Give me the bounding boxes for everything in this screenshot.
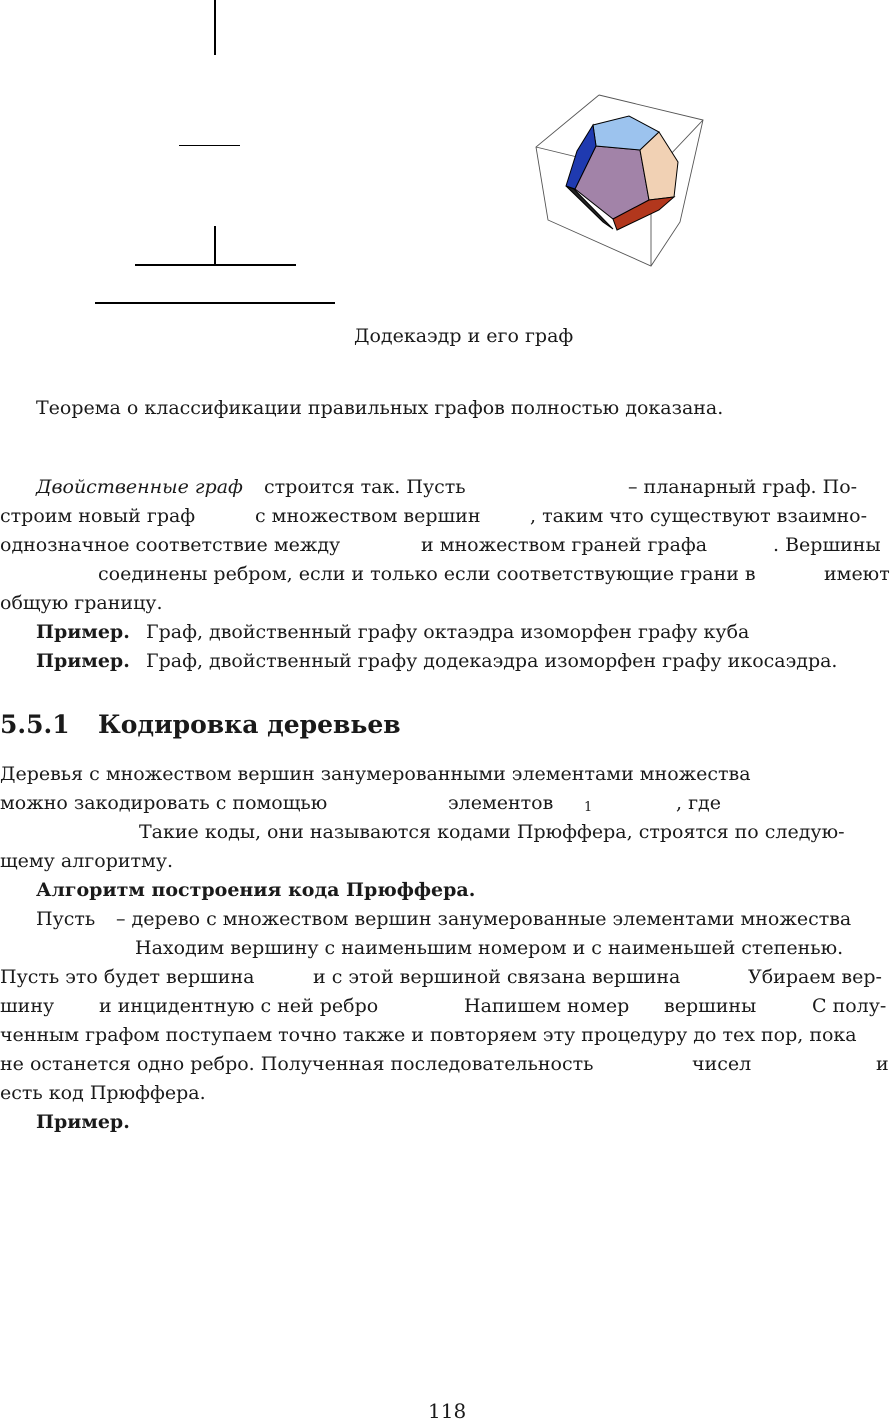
- graph-edge: [179, 145, 240, 146]
- text-fragment: Пусть это будет вершина: [0, 966, 255, 988]
- example-text: Граф, двойственный графу додекаэдра изоморфен графу икосаэдра.: [146, 650, 838, 672]
- text-fragment: 1: [584, 800, 593, 815]
- graph-edge: [214, 0, 216, 55]
- algorithm-title: Алгоритм построения кода Прюффера.: [36, 879, 476, 901]
- dual-graph-paragraph: [0, 470, 890, 673]
- text-fragment: , где: [676, 792, 721, 814]
- text-fragment: имеют: [824, 563, 890, 585]
- theorem-sentence: Теорема о классификации правильных графов полностью доказана.: [36, 397, 724, 419]
- dodecahedron-figure: [525, 88, 715, 273]
- text-fragment: и множеством граней графа: [421, 534, 708, 556]
- text-fragment: С полу-: [812, 995, 887, 1017]
- text-fragment: строится так. Пусть: [264, 476, 466, 498]
- text-fragment: Пусть: [36, 908, 96, 930]
- example-text: Граф, двойственный графу октаэдра изоморфен графу куба: [146, 621, 750, 643]
- term-dual-graph: Двойственные граф: [36, 476, 243, 498]
- graph-edge: [95, 302, 335, 304]
- text-fragment: Деревья с множеством вершин занумерованными элементами множества: [0, 763, 751, 785]
- text-fragment: и: [876, 1053, 889, 1075]
- text-fragment: Убираем вер-: [748, 966, 882, 988]
- example-label: Пример.: [36, 621, 130, 643]
- text-fragment: можно закодировать с помощью: [0, 792, 328, 814]
- section-title: Кодировка деревьев: [98, 710, 401, 739]
- text-fragment: . Вершины: [773, 534, 881, 556]
- text-fragment: есть код Прюффера.: [0, 1082, 206, 1104]
- text-fragment: Находим вершину с наименьшим номером и с наименьшей степенью.: [135, 937, 844, 959]
- text-fragment: элементов: [448, 792, 554, 814]
- graph-edge: [214, 226, 216, 266]
- text-fragment: вершины: [664, 995, 757, 1017]
- text-fragment: с множеством вершин: [255, 505, 481, 527]
- text-fragment: соединены ребром, если и только если соответствующие грани в: [98, 563, 756, 585]
- text-fragment: Напишем номер: [464, 995, 630, 1017]
- text-fragment: шину: [0, 995, 55, 1017]
- section-number: 5.5.1: [0, 710, 70, 739]
- graph-edge: [135, 264, 296, 266]
- tree-coding-paragraph: [0, 757, 890, 1134]
- text-fragment: – планарный граф. По-: [628, 476, 858, 498]
- text-fragment: и с этой вершиной связана вершина: [313, 966, 681, 988]
- example-label: Пример.: [36, 1111, 130, 1133]
- text-fragment: ченным графом поступаем точно также и повторяем эту процедуру до тех пор, пока: [0, 1024, 857, 1046]
- text-fragment: чисел: [692, 1053, 752, 1075]
- text-fragment: не останется одно ребро. Полученная последовательность: [0, 1053, 594, 1075]
- text-fragment: и инцидентную с ней ребро: [99, 995, 379, 1017]
- page-number: 118: [428, 1399, 467, 1423]
- text-fragment: , таким что существуют взаимно-: [530, 505, 868, 527]
- text-fragment: Такие коды, они называются кодами Прюффера, строятся по следую-: [139, 821, 845, 843]
- text-fragment: общую границу.: [0, 592, 163, 614]
- example-label: Пример.: [36, 650, 130, 672]
- text-fragment: – дерево с множеством вершин занумерованные элементами множества: [116, 908, 852, 930]
- text-fragment: строим новый граф: [0, 505, 196, 527]
- figure-caption: Додекаэдр и его граф: [354, 325, 574, 347]
- text-fragment: щему алгоритму.: [0, 850, 174, 872]
- text-fragment: однозначное соответствие между: [0, 534, 341, 556]
